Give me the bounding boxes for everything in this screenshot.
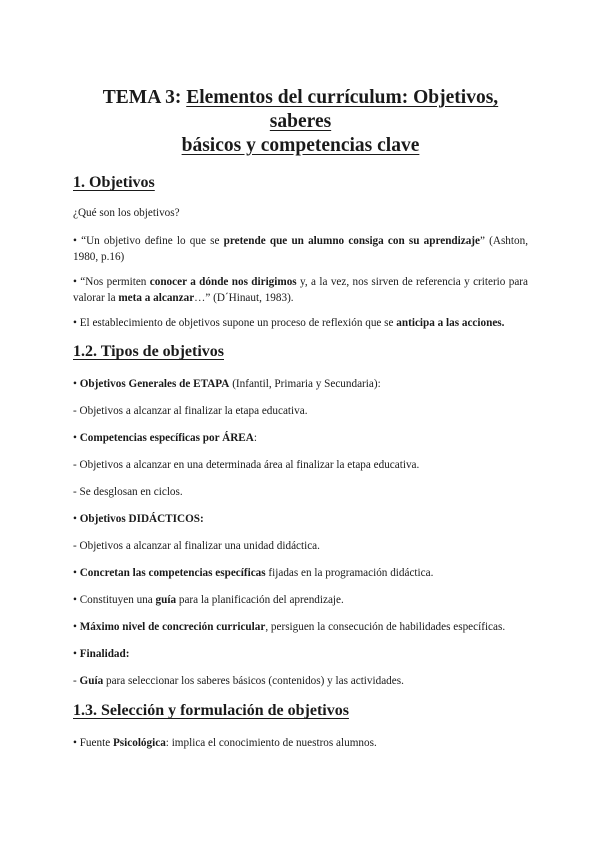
- heading-seleccion-objetivos: 1.3. Selección y formulación de objetivos: [73, 702, 349, 719]
- question-paragraph: ¿Qué son los objetivos?: [73, 207, 180, 219]
- list-item: - Objetivos a alcanzar en una determinada área al finalizar la etapa educativa.: [73, 459, 420, 471]
- quote-ashton: • “Un objetivo define lo que se pretende que un alumno consiga con su aprendizaje” (Ashton, 1980, p.16): [73, 235, 528, 263]
- quote-dhinaut: • “Nos permiten conocer a dónde nos dirigimos y, a la vez, nos sirven de referencia y criterio para valorar la meta a alcanzar…” (D´Hinaut, 1983).: [73, 276, 528, 304]
- list-item: - Se desglosan en ciclos.: [73, 486, 183, 498]
- page-title: [73, 86, 528, 158]
- heading-objetivos: 1. Objetivos: [73, 174, 155, 191]
- list-item: - Guía para seleccionar los saberes básicos (contenidos) y las actividades.: [73, 675, 404, 687]
- list-item: • Constituyen una guía para la planificación del aprendizaje.: [73, 594, 344, 606]
- list-item: • Finalidad:: [73, 648, 130, 660]
- paragraph-establecimiento: • El establecimiento de objetivos supone un proceso de reflexión que se anticipa a las acciones.: [73, 317, 505, 329]
- title-prefix: TEMA 3:: [102, 87, 187, 108]
- title-line2: básicos y competencias clave: [181, 135, 420, 156]
- list-item: • Competencias específicas por ÁREA:: [73, 432, 257, 444]
- list-item: - Objetivos a alcanzar al finalizar la etapa educativa.: [73, 405, 308, 417]
- list-item: • Fuente Psicológica: implica el conocimiento de nuestros alumnos.: [73, 737, 377, 749]
- heading-tipos-objetivos: 1.2. Tipos de objetivos: [73, 343, 224, 360]
- list-item: • Máximo nivel de concreción curricular, persiguen la consecución de habilidades específicas.: [73, 621, 506, 633]
- list-item: • Objetivos DIDÁCTICOS:: [73, 513, 204, 525]
- document-page: [73, 0, 528, 751]
- list-item: - Objetivos a alcanzar al finalizar una unidad didáctica.: [73, 540, 320, 552]
- list-item: • Objetivos Generales de ETAPA (Infantil, Primaria y Secundaria):: [73, 378, 381, 390]
- list-item: • Concretan las competencias específicas fijadas en la programación didáctica.: [73, 567, 434, 579]
- title-line1: Elementos del currículum: Objetivos, saberes: [186, 87, 499, 132]
